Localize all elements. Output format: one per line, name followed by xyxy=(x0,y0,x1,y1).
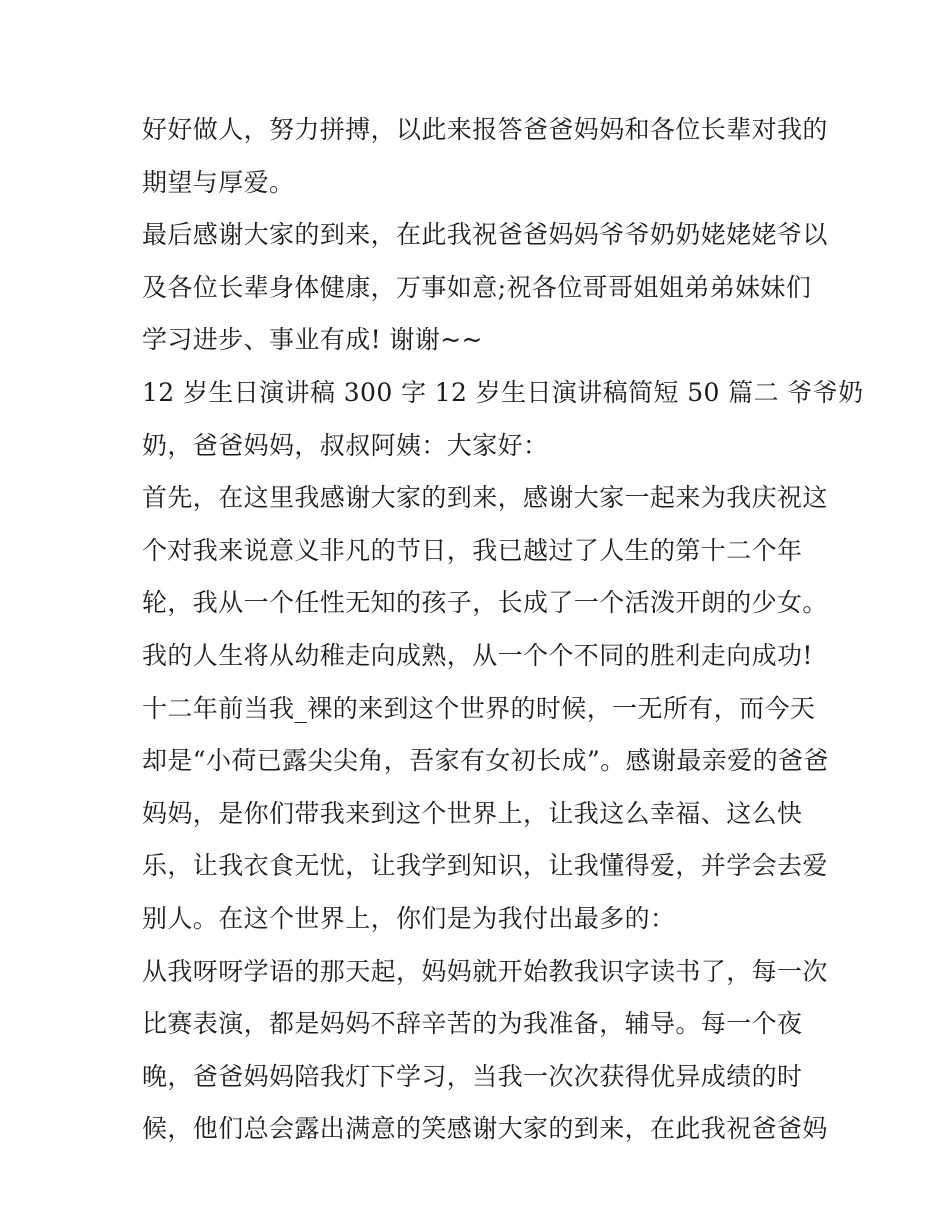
text-line: 却是“小荷已露尖尖角，吾家有女初长成”。感谢最亲爱的爸爸 xyxy=(142,746,829,776)
text-line: 学习进步、事业有成! 谢谢~~ xyxy=(142,325,483,355)
text-line: 最后感谢大家的到来，在此我祝爸爸妈妈爷爷奶奶姥姥姥爷以 xyxy=(142,220,828,250)
text-line: 首先，在这里我感谢大家的到来，感谢大家一起来为我庆祝这 xyxy=(142,483,828,513)
text-line: 期望与厚爱。 xyxy=(142,167,295,197)
text-line: 晚，爸爸妈妈陪我灯下学习，当我一次次获得优异成绩的时 xyxy=(142,1061,803,1091)
text-line: 及各位长辈身体健康，万事如意;祝各位哥哥姐姐弟弟妹妹们 xyxy=(142,272,812,302)
text-line: 个对我来说意义非凡的节日，我已越过了人生的第十二个年 xyxy=(142,535,803,565)
text-line: 乐，让我衣食无忧，让我学到知识，让我懂得爱，并学会去爱 xyxy=(142,851,828,881)
text-line: 奶，爸爸妈妈，叔叔阿姨：大家好： xyxy=(142,430,549,460)
text-line: 好好做人，努力拼搏，以此来报答爸爸妈妈和各位长辈对我的 xyxy=(142,115,828,144)
text-line: 别人。在这个世界上，你们是为我付出最多的： xyxy=(142,903,676,933)
text-line: 妈妈，是你们带我来到这个世界上，让我这么幸福、这么快 xyxy=(142,798,803,828)
text-line: 候，他们总会露出满意的笑感谢大家的到来，在此我祝爸爸妈 xyxy=(142,1114,828,1144)
text-line: 十二年前当我_裸的来到这个世界的时候，一无所有，而今天 xyxy=(142,693,816,723)
text-line: 从我呀呀学语的那天起，妈妈就开始教我识字读书了，每一次 xyxy=(142,956,828,986)
text-line: 12 岁生日演讲稿 300 字 12 岁生日演讲稿简短 50 篇二 爷爷奶 xyxy=(142,377,864,407)
body-text xyxy=(142,104,864,1156)
text-line: 比赛表演，都是妈妈不辞辛苦的为我准备，辅导。每一个夜 xyxy=(142,1009,803,1039)
text-line: 我的人生将从幼稚走向成熟，从一个个不同的胜利走向成功! xyxy=(142,640,813,670)
text-line: 轮，我从一个任性无知的孩子，长成了一个活泼开朗的少女。 xyxy=(142,588,828,618)
